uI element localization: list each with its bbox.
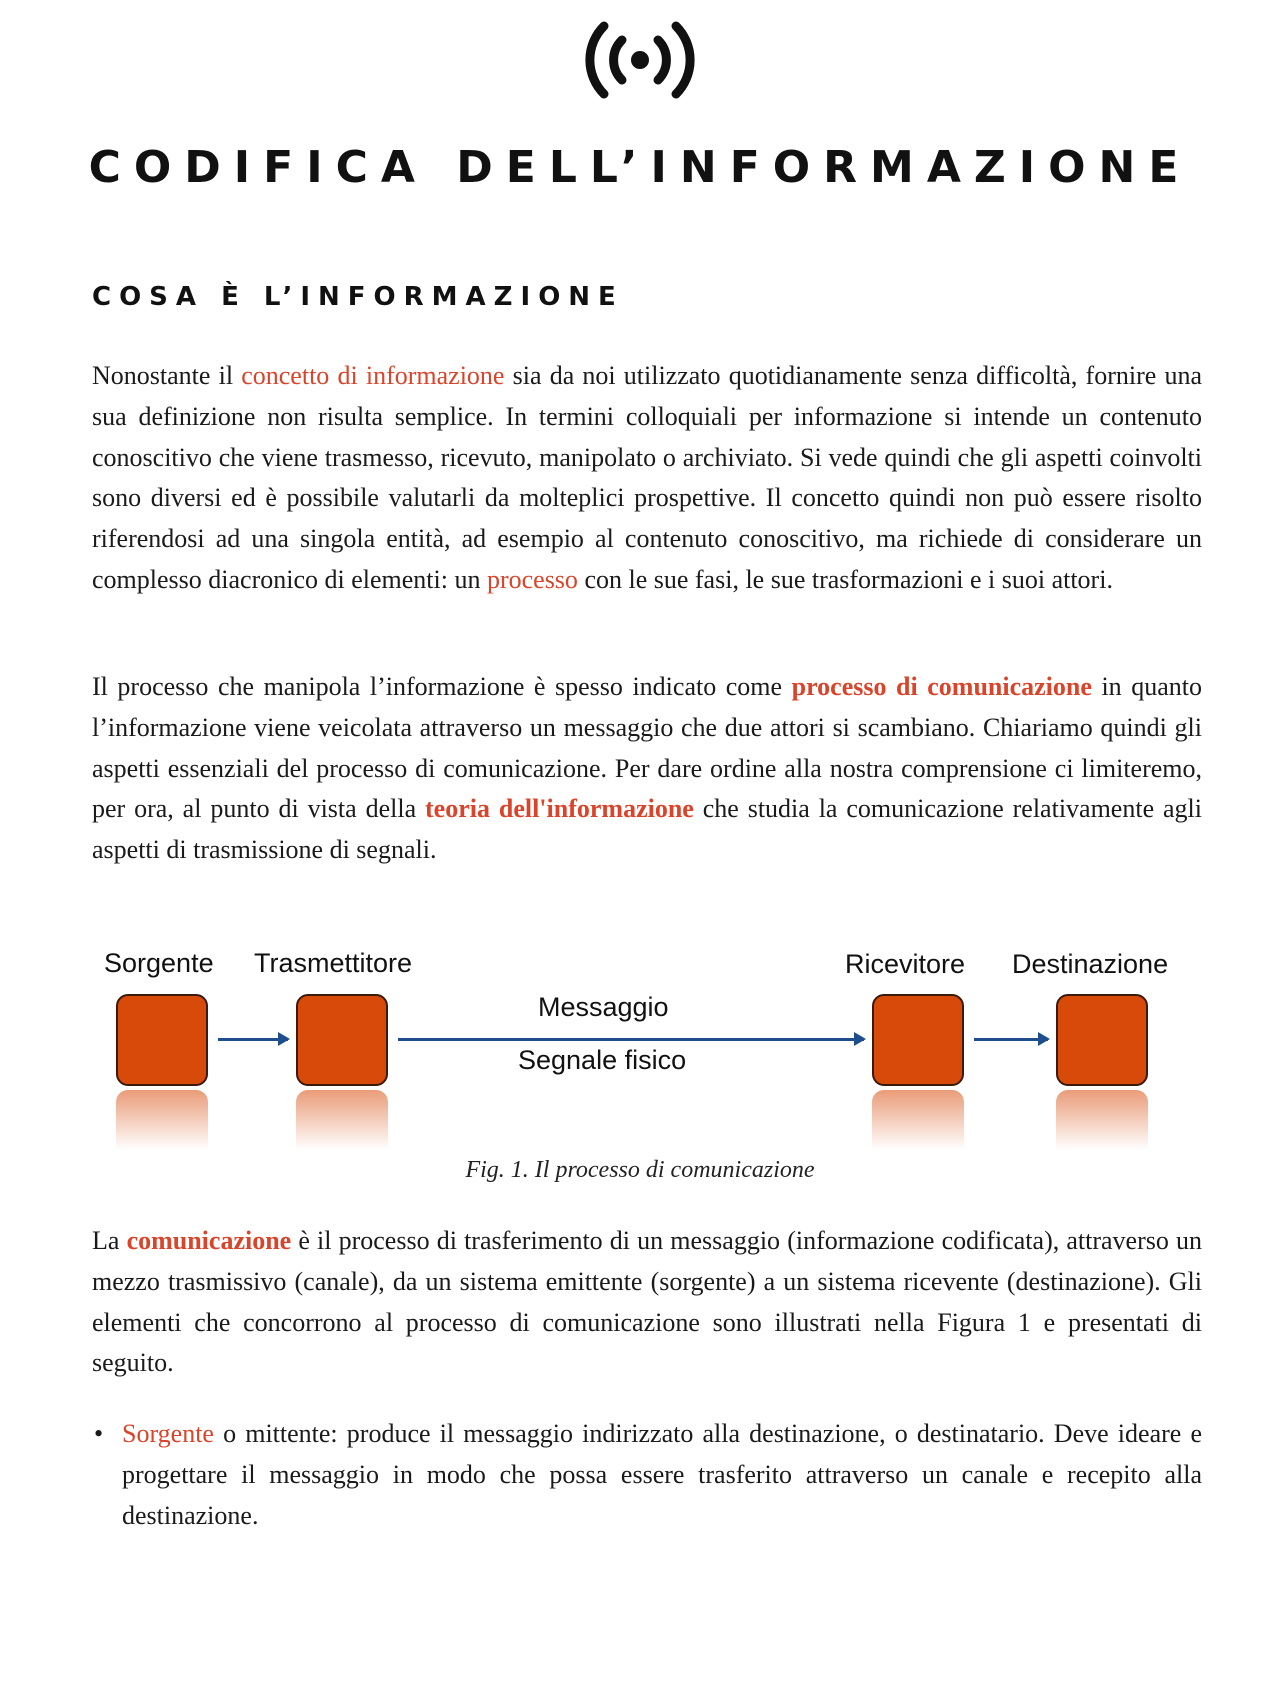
paragraph-comunicazione: La comunicazione è il processo di trasferimento di un messaggio (informazione codificata), attraverso un mezzo trasmissivo (canale), da un sistema emittente (sorgente) a un sistema ricevente (destinazione). Gli elementi che concorrono al processo di comunicazione sono illustrati nella Figura 1 e presentati di seguito. <box>92 1226 1203 1378</box>
node-ricevitore-box <box>872 994 964 1086</box>
label-ricevitore: Ricevitore <box>845 949 966 979</box>
label-trasmettitore: Trasmettitore <box>254 948 413 978</box>
node-destinazione-reflection <box>1056 1090 1148 1150</box>
section-heading: COSA È L’INFORMAZIONE <box>92 282 624 312</box>
arrow-trasmettitore-ricevitore <box>398 1038 864 1041</box>
paragraph-intro: Nonostante il concetto di informazione sia da noi utilizzato quotidianamente senza difficoltà, fornire una sua definizione non risulta semplice. In termini colloquiali per informazione si intende un contenuto conoscitivo che viene trasmesso, ricevuto, manipolato o archiviato. Si vede quindi che gli aspetti coinvolti sono diversi ed è possibile valutarli da molteplici prospettive. Il concetto quindi non può essere risolto riferendosi ad una singola entità, ad esempio al contenuto conoscitivo, ma richiede di considerare un complesso diacronico di elementi: un processo con le sue fasi, le sue trasformazioni e i suoi attori. <box>92 361 1203 594</box>
highlight-processo-comunicazione: processo di comunicazione <box>791 672 1092 701</box>
highlight-comunicazione: comunicazione <box>126 1226 292 1255</box>
bullet-list <box>92 1414 1202 1536</box>
label-sorgente: Sorgente <box>104 948 214 978</box>
figure-caption: Fig. 1. Il processo di comunicazione <box>465 1157 815 1183</box>
highlight-concetto: concetto di informazione <box>241 361 505 390</box>
bullet-term: Sorgente <box>122 1419 214 1448</box>
node-destinazione-box <box>1056 994 1148 1086</box>
highlight-teoria-informazione: teoria dell'informazione <box>425 794 694 824</box>
node-sorgente-box <box>116 994 208 1086</box>
bullet-text: o mittente: produce il messaggio indirizzato alla destinazione, o destinatario. Deve ideare e progettare il messaggio in modo che possa essere trasferito attraverso un canale e recepito alla destinazione. <box>122 1419 1202 1530</box>
broadcast-signal-icon <box>582 18 698 102</box>
node-trasmettitore-reflection <box>296 1090 388 1150</box>
bullet-marker: • <box>94 1419 104 1448</box>
label-messaggio: Messaggio <box>538 992 669 1022</box>
label-destinazione: Destinazione <box>1012 949 1169 979</box>
list-item <box>92 1414 1202 1536</box>
document-title: CODIFICA DELL’INFORMAZIONE <box>88 142 1192 193</box>
node-ricevitore-reflection <box>872 1090 964 1150</box>
paragraph-process: Il processo che manipola l’informazione è spesso indicato come processo di comunicazione in quanto l’informazione viene veicolata attraverso un messaggio che due attori si scambiano. Chiariamo quindi gli aspetti essenziali del processo di comunicazione. Per dare ordine alla nostra comprensione ci limiteremo, per ora, al punto di vista della teoria dell'informazione che studia la comunicazione relativamente agli aspetti di trasmissione di segnali. <box>92 672 1202 865</box>
arrow-ricevitore-destinazione <box>974 1038 1048 1041</box>
highlight-processo: processo <box>486 564 578 594</box>
node-sorgente-reflection <box>116 1090 208 1150</box>
label-segnale-fisico: Segnale fisico <box>518 1045 687 1075</box>
node-trasmettitore-box <box>296 994 388 1086</box>
arrow-sorgente-trasmettitore <box>218 1038 288 1041</box>
communication-diagram <box>0 940 1280 1180</box>
